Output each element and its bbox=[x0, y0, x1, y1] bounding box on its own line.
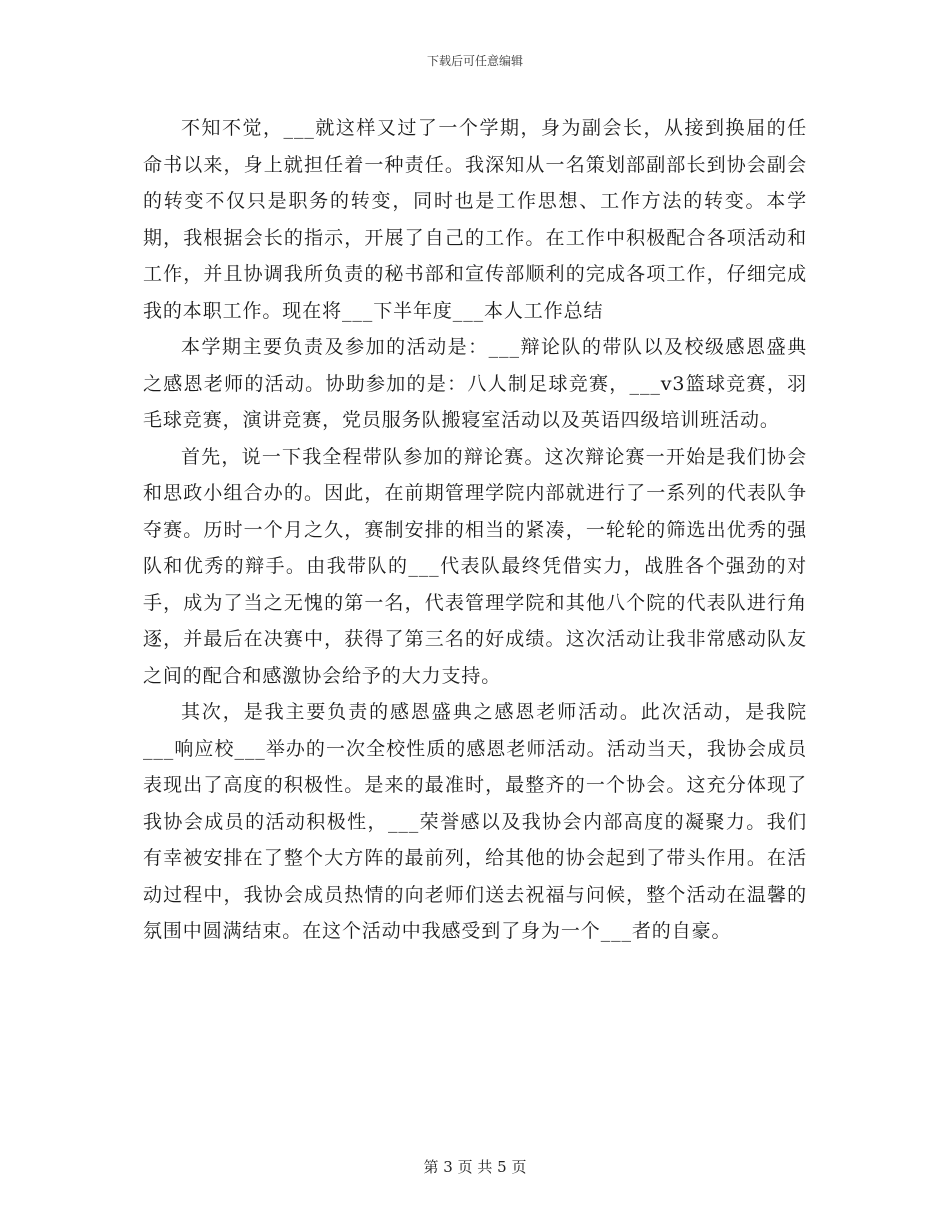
paragraph-intro: 不知不觉，___就这样又过了一个学期，身为副会长，从接到换届的任命书以来，身上就担任着一种责任。我深知从一名策划部副部长到协会副会的转变不仅只是职务的转变，同时也是工作思想、工作方法的转变。本学期，我根据会长的指示，开展了自己的工作。在工作中积极配合各项活动和工作，并且协调我所负责的秘书部和宣传部顺利的完成各项工作，仔细完成我的本职工作。现在将___下半年度___本人工作总结 bbox=[143, 117, 807, 322]
document-body bbox=[143, 110, 807, 950]
page-number: 第 3 页 共 5 页 bbox=[423, 1158, 527, 1176]
paragraph-gratitude-event: 其次，是我主要负责的感恩盛典之感恩老师活动。此次活动，是我院___响应校___举办的一次全校性质的感恩老师活动。活动当天，我协会成员表现出了高度的积极性。是来的最准时，最整齐的一个协会。这充分体现了我协会成员的活动积极性，___荣誉感以及我协会内部高度的凝聚力。我们有幸被安排在了整个大方阵的最前列，给其他的协会起到了带头作用。在活动过程中，我协会成员热情的向老师们送去祝福与问候，整个活动在温馨的氛围中圆满结束。在这个活动中我感受到了身为一个___者的自豪。 bbox=[143, 701, 807, 942]
paragraph-debate: 首先，说一下我全程带队参加的辩论赛。这次辩论赛一开始是我们协会和思政小组合办的。因此，在前期管理学院内部就进行了一系列的代表队争夺赛。历时一个月之久，赛制安排的相当的紧凑，一轮轮的筛选出优秀的强队和优秀的辩手。由我带队的___代表队最终凭借实力，战胜各个强劲的对手，成为了当之无愧的第一名，代表管理学院和其他八个院的代表队进行角逐，并最后在决赛中，获得了第三名的好成绩。这次活动让我非常感动队友之间的配合和感激协会给予的大力支持。 bbox=[143, 445, 807, 687]
paragraph-activities: 本学期主要负责及参加的活动是：___辩论队的带队以及校级感恩盛典之感恩老师的活动。协助参加的是：八人制足球竞赛，___v3篮球竞赛，羽毛球竞赛，演讲竞赛，党员服务队搬寝室活动以及英语四级培训班活动。 bbox=[143, 336, 807, 431]
page-header: 下载后可任意编辑 bbox=[426, 54, 523, 68]
